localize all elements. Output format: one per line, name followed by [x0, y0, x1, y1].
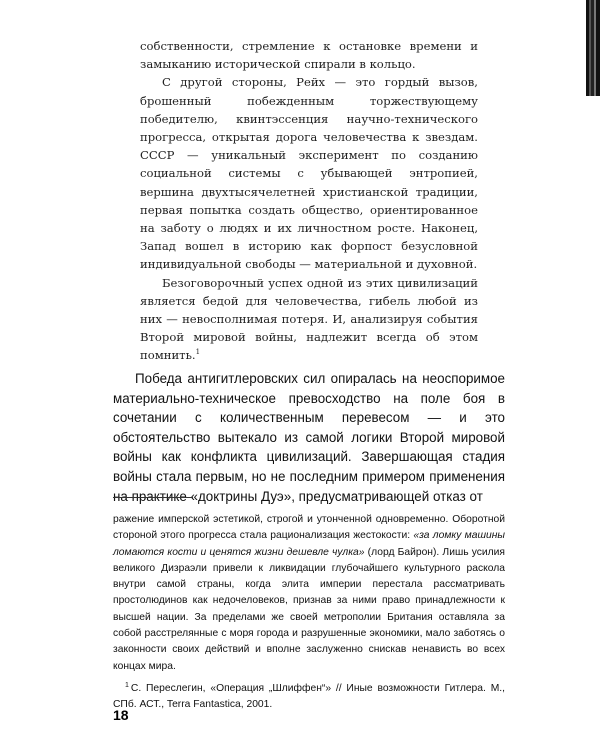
main-paragraph: Победа антигитлеровских сил опиралась на неоспоримое материально-техническое превосходство на поле боя в сочетании с количественным перевесом — и это обстоятельство вытекало из самой логики Второй мировой войны как конфликта цивилизаций. Завершающая стадия войны стала первым, но не последним примером применения на практике «доктрины Дуэ», предусматривающей отказ от	[113, 371, 505, 504]
continued-note	[113, 512, 505, 675]
footnotes-block	[113, 512, 505, 714]
quote-paragraph-2: С другой стороны, Рейх — это гордый вызов, брошенный побежденным торжествующему победителю, квинтэссенция научно-технического прогресса, открытая дорога человечества к звездам. СССР — уникальный эксперимент по созданию социальной системы с убывающей энтропией, вершина двухтысячелетней христианской традиции, первая попытка создать общество, ориентированное на заботу о людях и их личностном росте. Наконец, Запад вошел в историю как форпост безусловной индивидуальной свободы — материальной и духовной.	[140, 75, 478, 272]
footnote-marker: 1	[125, 681, 129, 689]
quote-block	[140, 37, 478, 365]
continued-note-end: (лорд Байрон). Лишь усилия великого Дизраэли привели к ликвидации глубочайшего культурного раскола внутри самой страны, когда элита империи перестала рассматривать простолюдинов как недочеловеков, признав за ними право принадлежности к высшей нации. За пределами же своей метрополии Британия оставляла за собой расстрелянные с моря города и разрушенные экономики, мало заботясь о законности своих действий и вполне заслуженно снискав ненависть во всех концах мира.	[113, 546, 505, 672]
quote-paragraph-1: собственности, стремление к остановке времени и замыканию исторической спирали в кольцо.	[140, 39, 478, 72]
footnote-divider	[113, 497, 193, 498]
main-text	[113, 369, 505, 506]
quote-paragraph-3-text: Безоговорочный успех одной из этих цивилизаций является бедой для человечества, гибель любой из них — невосполнимая потеря. И, анализируя события Второй мировой войны, надлежит всегда об этом помнить.	[140, 275, 478, 363]
continued-note-start: ражение имперской эстетикой, строгой и утонченной одновременно. Оборотной стороной этого прогресса стала рационализация жестокости:	[113, 514, 505, 542]
footnote-text: С. Переслегин, «Операция „Шлиффен“» // Иные возможности Гитлера. М., СПб. АСТ., Terra Fantastica, 2001.	[113, 682, 505, 711]
footnote-reference: 1	[195, 348, 201, 357]
quote-paragraph-3	[140, 274, 478, 365]
byron-quote: «за ломку машины ломаются кости и ценятся жизни дешевле чулка»	[113, 530, 505, 558]
page-number: 18	[113, 707, 129, 723]
footnote-1	[113, 681, 505, 714]
page-edge-mark	[586, 0, 600, 96]
